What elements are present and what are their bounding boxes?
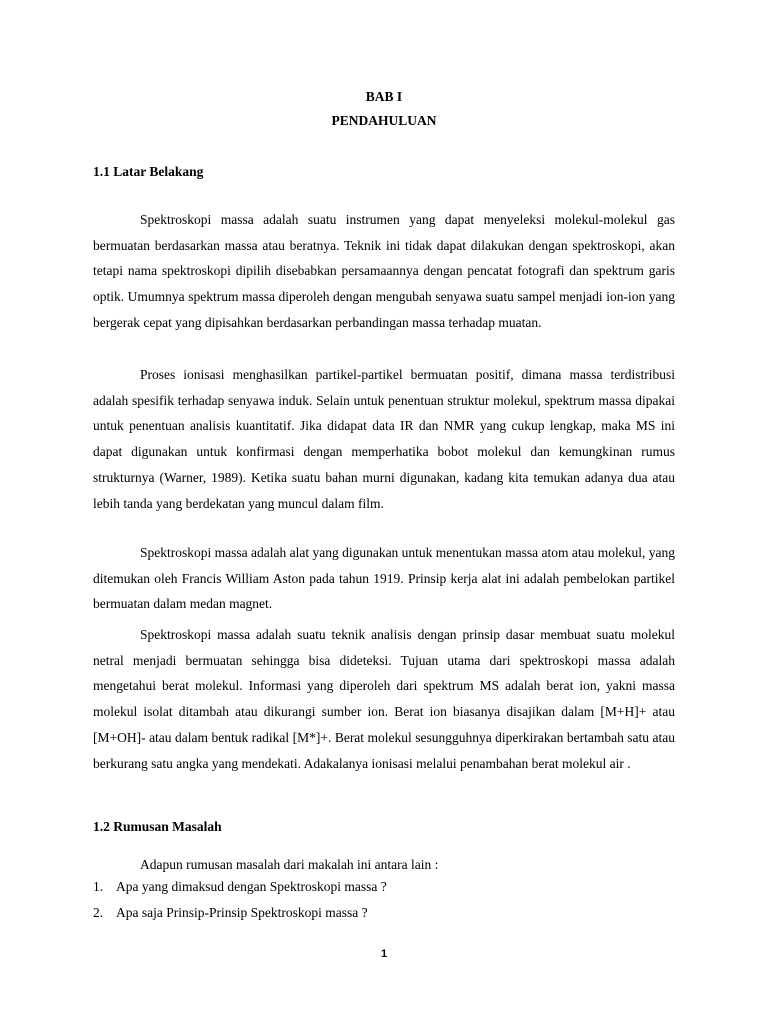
list-item [93,874,675,900]
paragraph: Spektroskopi massa adalah alat yang digunakan untuk menentukan massa atom atau molekul, yang ditemukan oleh Francis William Aston pada tahun 1919. Prinsip kerja alat ini adalah pembelokan partikel bermuatan dalam medan magnet. [93,545,675,612]
list-item-text: Apa yang dimaksud dengan Spektroskopi massa ? [116,879,387,894]
paragraph: Adapun rumusan masalah dari makalah ini antara lain : [140,857,439,872]
paragraph: Spektroskopi massa adalah suatu teknik analisis dengan prinsip dasar membuat suatu molekul netral menjadi bermuatan sehingga bisa dideteksi. Tujuan utama dari spektroskopi massa adalah mengetahui berat molekul. Informasi yang diperoleh dari spektrum MS adalah berat ion, yakni massa molekul isolat ditambah atau dikurangi sumber ion. Berat ion biasanya disajikan dalam [M+H]+ atau [M+OH]- atau dalam bentuk radikal [M*]+. Berat molekul sesungguhnya diperkirakan bertambah satu atau berkurang satu angka yang mendekati. Adakalanya ionisasi melalui penambahan berat molekul air . [93,627,675,771]
chapter-title: PENDAHULUAN [331,113,437,128]
page-number: 1 [380,948,388,960]
list-item-number: 2. [93,905,104,920]
numbered-list [93,874,675,926]
list-item-text: Apa saja Prinsip-Prinsip Spektroskopi massa ? [116,905,368,920]
list-item-number: 1. [93,879,104,894]
paragraph: Spektroskopi massa adalah suatu instrumen yang dapat menyeleksi molekul-molekul gas bermuatan berdasarkan massa atau beratnya. Teknik ini tidak dapat dilakukan dengan spektroskopi, akan tetapi nama spektroskopi dipilih disebabkan persamaannya dengan pencatat fotografi dan spektrum garis optik. Umumnya spektrum massa diperoleh dengan mengubah senyawa suatu sampel menjadi ion-ion yang bergerak cepat yang dipisahkan berdasarkan perbandingan massa terhadap muatan. [93,212,675,330]
paragraph: Proses ionisasi menghasilkan partikel-partikel bermuatan positif, dimana massa terdistribusi adalah spesifik terhadap senyawa induk. Selain untuk penentuan struktur molekul, spektrum massa dipakai untuk penentuan analisis kuantitatif. Jika didapat data IR dan NMR yang cukup lengkap, maka MS ini dapat digunakan untuk konfirmasi dengan memperhatika bobot molekul dan kemungkinan rumus strukturnya (Warner, 1989). Ketika suatu bahan murni digunakan, kadang kita temukan adanya dua atau lebih tanda yang berdekatan yang muncul dalam film. [93,367,675,511]
chapter-number: BAB I [365,89,403,104]
list-item [93,900,675,926]
section-heading-rumusan-masalah: 1.2 Rumusan Masalah [93,819,222,834]
section-heading-latar-belakang: 1.1 Latar Belakang [93,164,204,179]
